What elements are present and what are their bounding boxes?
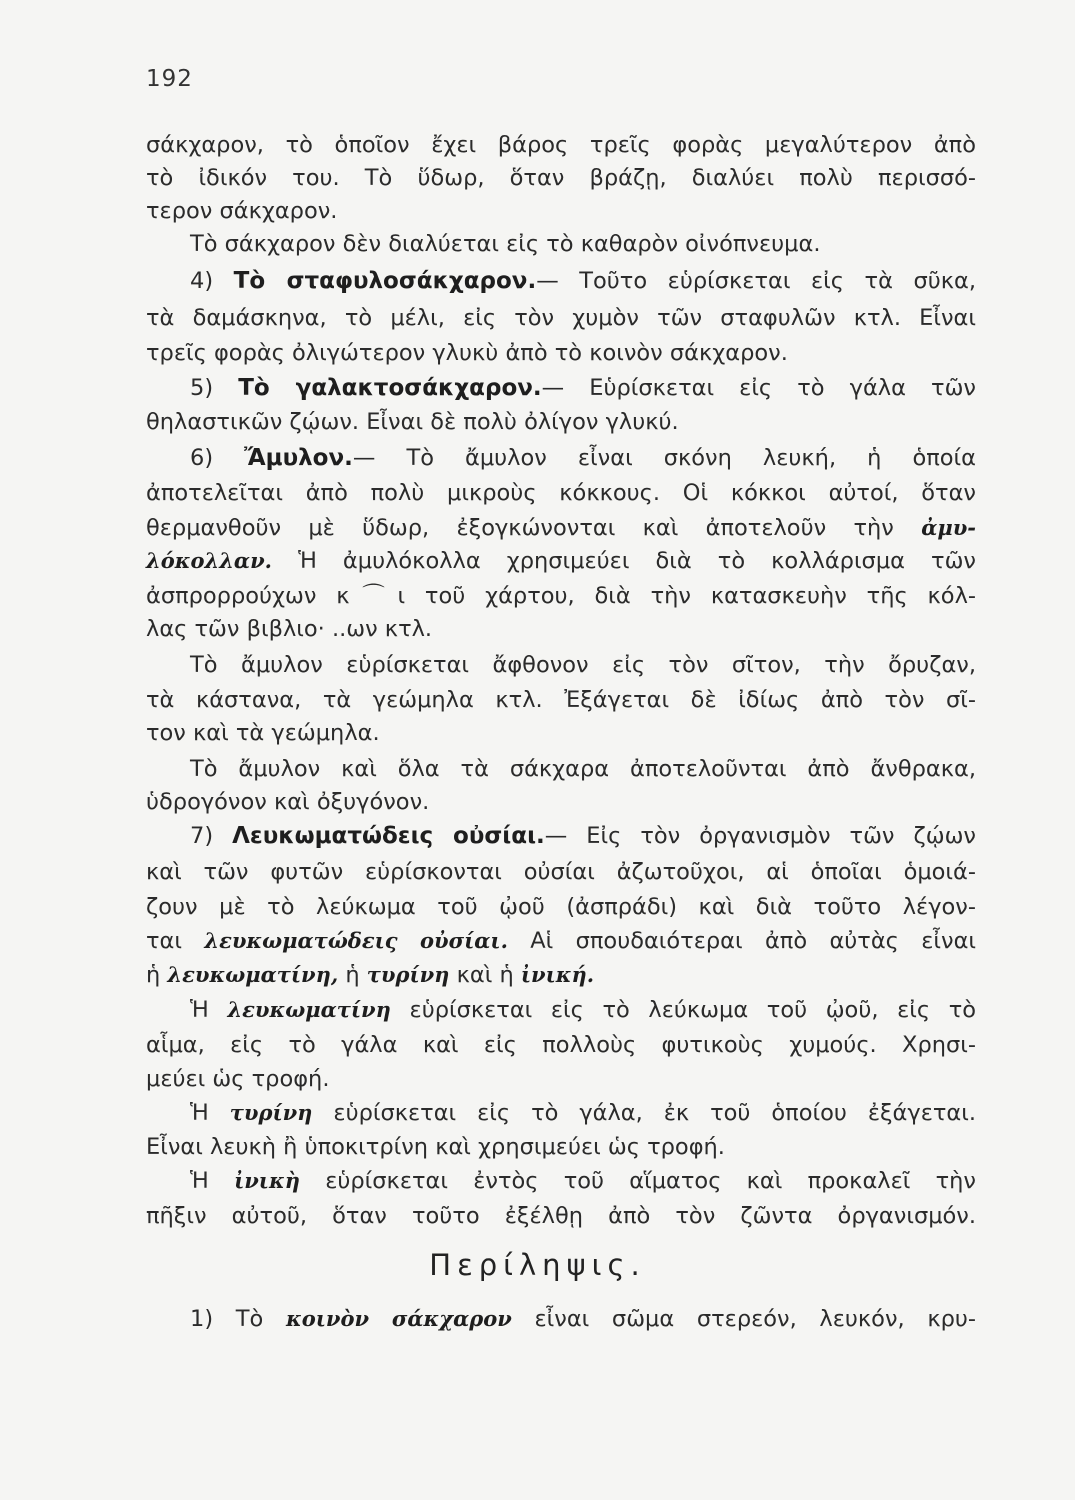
- text-line: μεύει ὡς τροφή.: [146, 1066, 330, 1092]
- emphasized-term: τυρίνη: [366, 962, 450, 987]
- text-line: θερμανθοῦν μὲ ὕδωρ, ἐξογκώνονται καὶ ἀποτελοῦν τὴν ἀμυ-: [146, 515, 977, 541]
- text-line: ἀποτελεῖται ἀπὸ πολὺ μικροὺς κόκκους. Οἱ κόκκοι αὐτοί, ὅταν: [146, 480, 976, 506]
- text-line: τρεῖς φορὰς ὀλιγώτερον γλυκὺ ἀπὸ τὸ κοινὸν σάκχαρον.: [146, 340, 788, 366]
- text-line: ὑδρογόνον καὶ ὀξυγόνον.: [146, 789, 430, 815]
- section-title: Τὸ σταφυλοσάκχαρον.: [233, 268, 537, 294]
- section-7-heading-line: 7) Λευκωματώδεις οὐσίαι.— Εἰς τὸν ὀργανισμὸν τῶν ζῴων: [190, 823, 976, 849]
- text-line: ζουν μὲ τὸ λεύκωμα τοῦ ᾠοῦ (ἀσπράδι) καὶ διὰ τοῦτο λέγον-: [146, 894, 976, 920]
- text-line: Τὸ σάκχαρον δὲν διαλύεται εἰς τὸ καθαρὸν οἰνόπνευμα.: [190, 231, 821, 257]
- text-line: τον καὶ τὰ γεώμηλα.: [146, 720, 380, 746]
- text-line: σάκχαρον, τὸ ὁποῖον ἔχει βάρος τρεῖς φορὰς μεγαλύτερον ἀπὸ: [146, 132, 976, 158]
- emphasized-term: λευκωματίνη,: [167, 962, 339, 987]
- text-line: τὰ κάστανα, τὰ γεώμηλα κτλ. Ἐξάγεται δὲ ἰδίως ἀπὸ τὸν σῖ-: [146, 687, 976, 713]
- text-line: πῆξιν αὐτοῦ, ὅταν τοῦτο ἐξέλθῃ ἀπὸ τὸν ζῶντα ὀργανισμόν.: [146, 1203, 976, 1229]
- text-line: αἷμα, εἰς τὸ γάλα καὶ εἰς πολλοὺς φυτικοὺς χυμούς. Χρησι-: [146, 1032, 976, 1058]
- text-line: Τὸ ἄμυλον εὑρίσκεται ἄφθονον εἰς τὸν σῖτον, τὴν ὄρυζαν,: [190, 652, 976, 678]
- emphasized-term: τυρίνη: [229, 1100, 313, 1125]
- text-line: τὰ δαμάσκηνα, τὸ μέλι, εἰς τὸν χυμὸν τῶν σταφυλῶν κτλ. Εἶναι: [146, 305, 976, 331]
- text-line: Ἡ τυρίνη εὑρίσκεται εἰς τὸ γάλα, ἐκ τοῦ ὁποίου ἐξάγεται.: [190, 1100, 977, 1126]
- text-line: Ἡ ἰνικὴ εὑρίσκεται ἐντὸς τοῦ αἵματος καὶ προκαλεῖ τὴν: [190, 1168, 976, 1194]
- text-line: καὶ τῶν φυτῶν εὑρίσκονται οὐσίαι ἀζωτοῦχοι, αἱ ὁποῖαι ὁμοιά-: [146, 859, 976, 885]
- emphasized-term: ἀμυ-: [921, 515, 977, 540]
- text-line: τερον σάκχαρον.: [146, 198, 338, 224]
- emphasized-term: λόκολλαν.: [146, 548, 272, 573]
- emphasized-term: λευκωματώδεις οὐσίαι.: [204, 928, 508, 953]
- text-line: Εἶναι λευκὴ ἢ ὑποκιτρίνη καὶ χρησιμεύει ὡς τροφή.: [146, 1134, 725, 1160]
- section-title: Λευκωματώδεις οὐσίαι.: [232, 823, 545, 849]
- section-title: Ἄμυλον.: [244, 445, 353, 471]
- text-line: ται λευκωματώδεις οὐσίαι. Αἱ σπουδαιότεραι ἀπὸ αὐτὰς εἶναι: [146, 928, 977, 954]
- emphasized-term: κοινὸν σάκχαρον: [285, 1306, 512, 1331]
- text-line: τὸ ἰδικόν του. Τὸ ὕδωρ, ὅταν βράζῃ, διαλύει πολὺ περισσό-: [146, 165, 976, 191]
- emphasized-term: ἰνική.: [520, 962, 595, 987]
- section-heading-summary: Περίληψις.: [429, 1248, 646, 1282]
- section-5-heading-line: 5) Τὸ γαλακτοσάκχαρον.— Εὑρίσκεται εἰς τὸ γάλα τῶν: [190, 375, 976, 401]
- text-line: Ἡ λευκωματίνη εὑρίσκεται εἰς τὸ λεύκωμα τοῦ ᾠοῦ, εἰς τὸ: [190, 997, 977, 1023]
- text-line: θηλαστικῶν ζῴων. Εἶναι δὲ πολὺ ὀλίγον γλυκύ.: [146, 409, 679, 435]
- emphasized-term: λευκωματίνη: [227, 997, 391, 1022]
- text-line: Τὸ ἄμυλον καὶ ὅλα τὰ σάκχαρα ἀποτελοῦνται ἀπὸ ἄνθρακα,: [190, 756, 976, 782]
- emphasized-term: ἰνικὴ: [234, 1168, 300, 1193]
- text-line: ἡ λευκωματίνη, ἡ τυρίνη καὶ ἡ ἰνική.: [146, 962, 595, 988]
- summary-line: 1) Τὸ κοινὸν σάκχαρον εἶναι σῶμα στερεόν, λευκόν, κρυ-: [190, 1306, 977, 1332]
- section-4-heading-line: 4) Τὸ σταφυλοσάκχαρον.— Τοῦτο εὑρίσκεται εἰς τὰ σῦκα,: [190, 268, 977, 294]
- section-6-heading-line: 6) Ἄμυλον.— Τὸ ἄμυλον εἶναι σκόνη λευκή, ἡ ὁποία: [190, 445, 976, 471]
- text-line: ἀσπρορρούχων κ⌒ι τοῦ χάρτου, διὰ τὴν κατασκευὴν τῆς κόλ-: [146, 583, 976, 609]
- text-line: λόκολλαν. Ἡ ἀμυλόκολλα χρησιμεύει διὰ τὸ κολλάρισμα τῶν: [146, 548, 976, 574]
- text-line: λας τῶν βιβλιο· ..ων κτλ.: [146, 616, 433, 642]
- page-number: 192: [146, 66, 193, 92]
- section-title: Τὸ γαλακτοσάκχαρον.: [238, 375, 542, 401]
